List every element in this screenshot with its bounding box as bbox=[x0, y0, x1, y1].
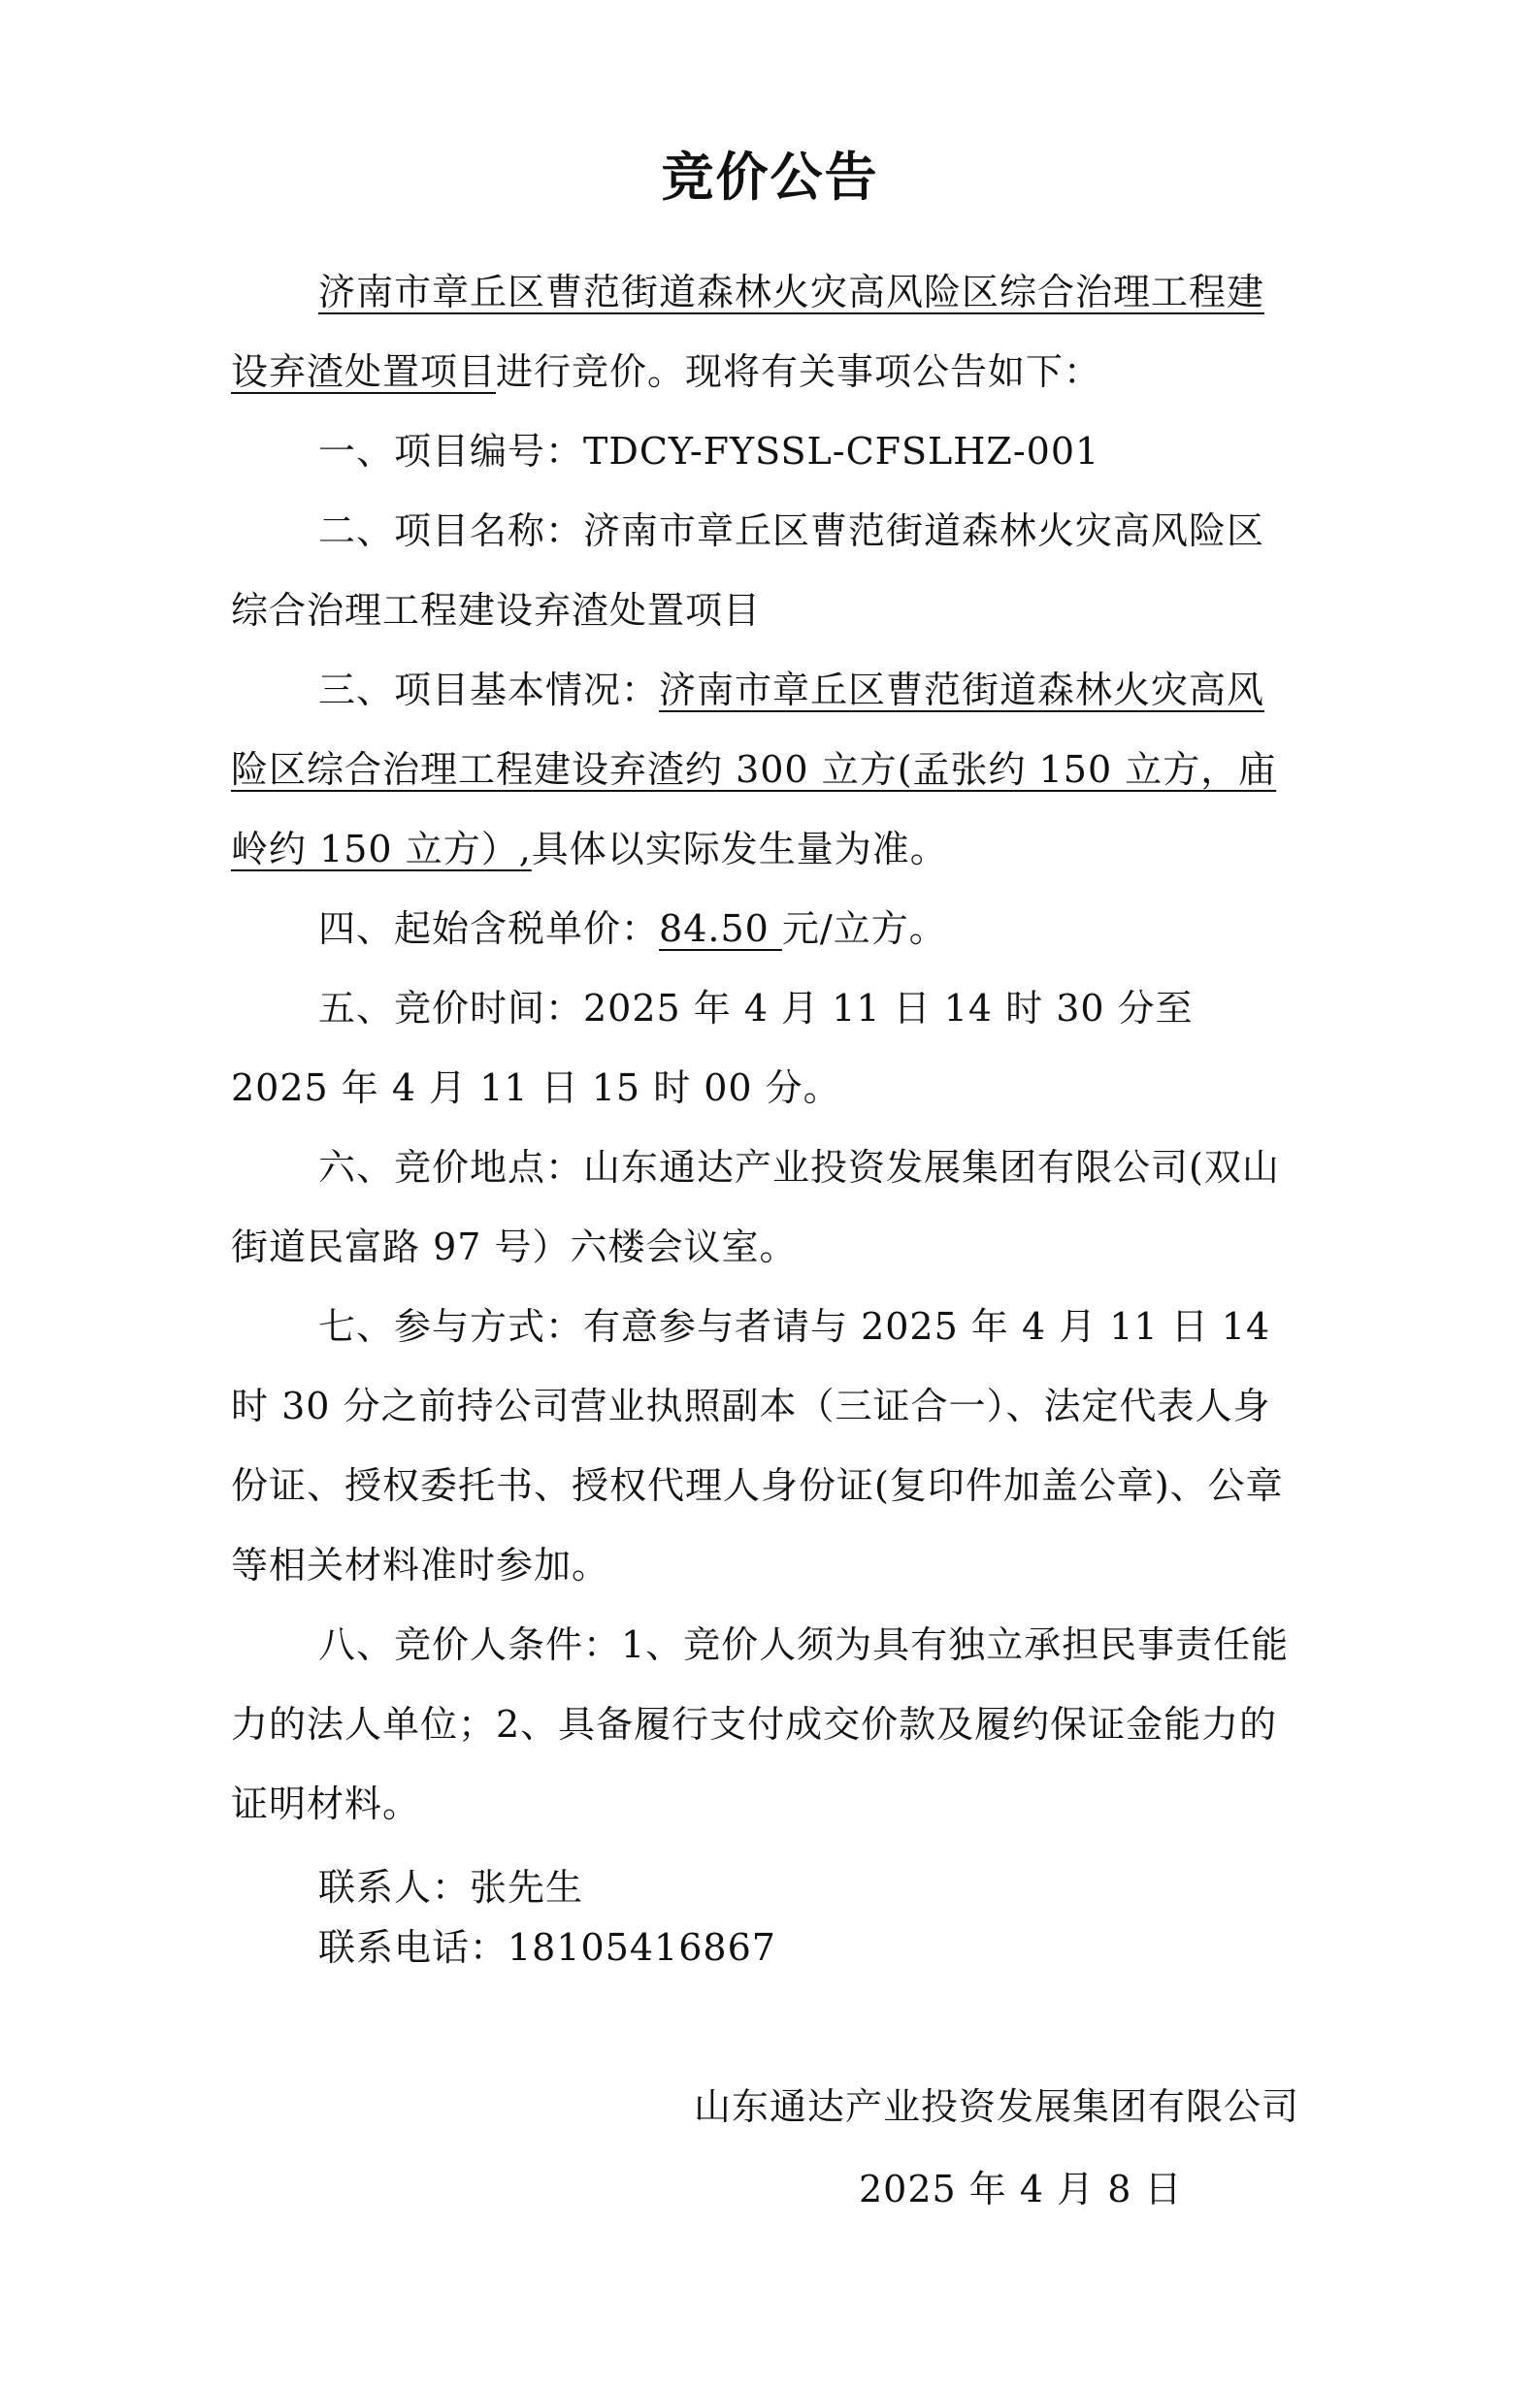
item2-label: 二、项目名称： bbox=[318, 509, 584, 552]
item-bidder-conditions: 八、竞价人条件：1、竞价人须为具有独立承担民事责任能力的法人单位；2、具备履行支付成交价款及履约保证金能力的证明材料。 bbox=[231, 1623, 1290, 1825]
item2-value: 济南市章丘区曹范街道森林火灾高风险区综合治理工程建设弃渣处置项目 bbox=[231, 509, 1265, 632]
item4-unit: 元/立方。 bbox=[781, 907, 947, 950]
item4-price: 84.50 bbox=[659, 907, 782, 950]
intro-project-name: 济南市章丘区曹范街道森林火灾高风险区综合治理工程建设弃渣处置项目 bbox=[231, 271, 1265, 393]
item-participation-method: 七、参与方式：有意参与者请与 2025 年 4 月 11 日 14 时 30 分之前持公司营业执照副本（三证合一）、法定代表人身份证、授权委托书、授权代理人身份证(复印件加盖公章)、公章等相关材料准时参加。 bbox=[231, 1305, 1284, 1587]
item3-label: 三、项目基本情况： bbox=[318, 669, 660, 711]
contact-person: 联系人：张先生 bbox=[318, 1866, 584, 1909]
item1-value: TDCY-FYSSL-CFSLHZ-001 bbox=[583, 430, 1100, 473]
item3-rest: 具体以实际发生量为准。 bbox=[531, 828, 948, 870]
item4-label: 四、起始含税单价： bbox=[318, 907, 660, 950]
item-project-basics bbox=[231, 650, 1298, 889]
item-project-name bbox=[231, 491, 1298, 650]
item3-value: 济南市章丘区曹范街道森林火灾高风险区综合治理工程建设弃渣约 300 立方(孟张约 150 立方，庙岭约 150 立方）, bbox=[231, 669, 1277, 870]
intro-paragraph bbox=[231, 252, 1298, 411]
intro-rest: 进行竞价。现将有关事项公告如下： bbox=[496, 350, 1102, 393]
item-bidding-time: 五、竞价时间：2025 年 4 月 11 日 14 时 30 分至 2025 年 4 月 11 日 15 时 00 分。 bbox=[231, 987, 1194, 1109]
issuer-name: 山东通达产业投资发展集团有限公司 bbox=[693, 2085, 1299, 2128]
issue-date: 2025 年 4 月 8 日 bbox=[859, 2168, 1183, 2210]
document-title: 竞价公告 bbox=[661, 147, 879, 208]
item-bidding-location: 六、竞价地点：山东通达产业投资发展集团有限公司(双山街道民富路 97 号）六楼会议室。 bbox=[231, 1146, 1280, 1268]
contact-phone: 联系电话：18105416867 bbox=[318, 1926, 776, 1969]
item1-label: 一、项目编号： bbox=[318, 430, 584, 473]
item-project-number bbox=[231, 411, 1298, 491]
item-starting-price bbox=[231, 889, 1298, 968]
document-body bbox=[231, 252, 1298, 1978]
